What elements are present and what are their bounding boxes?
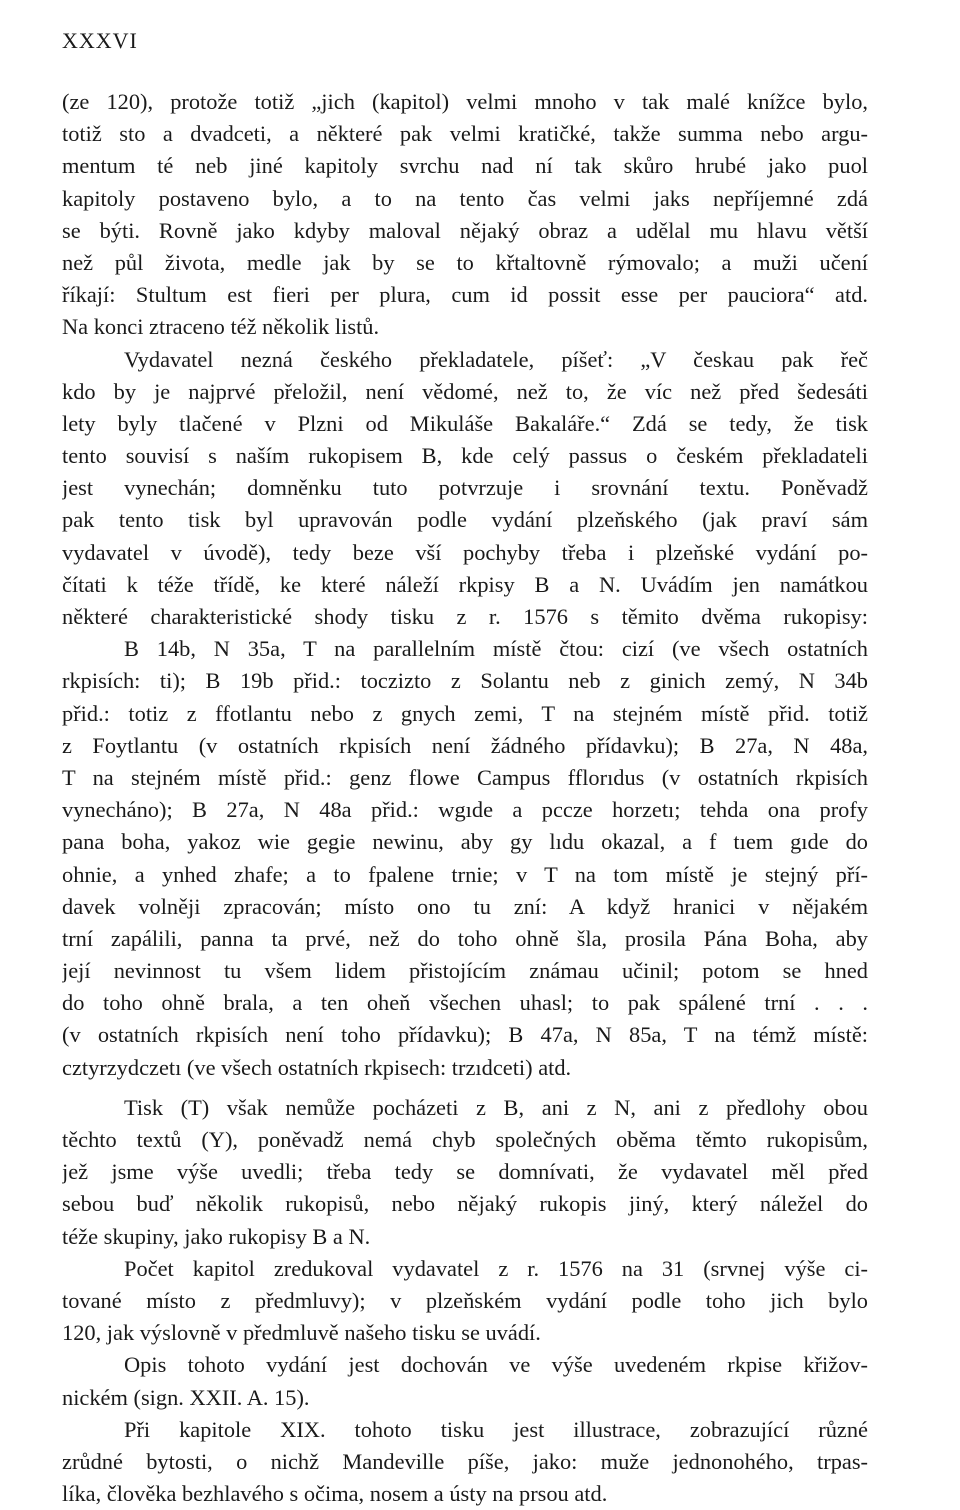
text-line: těchto textů (Y), poněvadž nemá chyb společných oběma těmto rukopisům, bbox=[62, 1127, 868, 1152]
text-line: nickém (sign. XXII. A. 15). bbox=[62, 1384, 310, 1410]
paragraph bbox=[62, 1253, 868, 1350]
text-line: Při kapitole XIX. tohoto tisku jest illustrace, zobrazující různé bbox=[124, 1416, 868, 1442]
text-line: (v ostatních rkpisích není toho přídavku); B 47a, N 85a, T na témž místě: bbox=[62, 1022, 868, 1048]
text-line: cztyrzydczetı (ve všech ostatních rkpisech: trzıdceti) atd. bbox=[62, 1054, 572, 1080]
text-line: sebou buď několik rukopisů, nebo nějaký rukopis jiný, který náležel do bbox=[62, 1191, 868, 1217]
text-line: zrůdné bytosti, o nichž Mandeville píše, jako: muže jednonohého, trpas- bbox=[62, 1448, 868, 1474]
text-line: (ze 120), protože totiž „jich (kapitol) velmi mnoho v tak malé knížce bylo, bbox=[62, 89, 868, 114]
text-line: říkají: Stultum est fieri per plura, cum id possit esse per pauciora“ atd. bbox=[62, 282, 868, 308]
text-line: téže skupiny, jako rukopisy B a N. bbox=[62, 1223, 371, 1249]
text-line: vynecháno); B 27a, N 48a přid.: wgıde a pccze horzetı; tehda ona profy bbox=[62, 797, 868, 823]
text-line: ohnie, a ynhed zhafe; a to fpalene trnie; v T na tom místě je stejný pří- bbox=[62, 861, 868, 887]
text-line: kapitoly postaveno bylo, a to na tento čas velmi jaks nepříjemné zdá bbox=[62, 185, 868, 211]
text-line: tované místo z předmluvy); v plzeňském vydání podle toho jich bylo bbox=[62, 1287, 868, 1313]
text-line: mentum té neb jiné kapitoly svrchu nad ní tak skůro hrubé jako puol bbox=[62, 153, 868, 179]
text-line: lety byly tlačené v Plzni od Mikuláše Bakaláře.“ Zdá se tedy, že tisk bbox=[62, 410, 868, 436]
paragraph bbox=[62, 1414, 868, 1510]
paragraph bbox=[62, 1092, 868, 1253]
text-line: Počet kapitol zredukoval vydavatel z r. 1576 na 31 (srvnej výše ci- bbox=[124, 1255, 868, 1281]
text-line: její nevinnost tu všem lidem přistojícím známau učinil; potom se hned bbox=[62, 958, 868, 984]
text-line: z Foytlantu (v ostatních rkpisích není žádného přídavku); B 27a, N 48a, bbox=[62, 732, 868, 758]
text-line: totiž sto a dvadceti, a některé pak velmi kratičké, takže summa nebo argu- bbox=[62, 121, 868, 147]
text-line: rkpisích: ti); B 19b přid.: toczizto z Solantu neb z ginich zemý, N 34b bbox=[62, 668, 868, 694]
text-line: Vydavatel nezná českého překladatele, píšeť: „V českau pak řeč bbox=[124, 346, 868, 372]
text-line: Na konci ztraceno též několik listů. bbox=[62, 314, 380, 340]
text-line: jest vynechán; domněnku tuto potvrzuje i srovnání textu. Poněvadž bbox=[62, 475, 868, 501]
text-line: 120, jak výslovně v předmluvě našeho tisku se uvádí. bbox=[62, 1320, 541, 1346]
text-line: pana boha, yakoz wie gegie newinu, aby gy lıdu okazal, a f tıem gıde do bbox=[62, 829, 868, 855]
text-line: davek volněji zpracován; místo ono tu zní: A když hranici v nějakém bbox=[62, 893, 868, 919]
text-line: se býti. Rovně jako kdyby maloval nějaký obraz a udělal mu hlavu větší bbox=[62, 217, 868, 243]
paragraph bbox=[62, 1349, 868, 1413]
text-line: jež jsme výše uvedli; třeba tedy se domnívati, že vydavatel měl před bbox=[62, 1159, 868, 1185]
text-line: kdo by je najprvé přeložil, není vědomé, než to, že víc než před šedesáti bbox=[62, 378, 868, 404]
page-number-header: XXXVI bbox=[62, 28, 138, 53]
text-line: čítati k téže třídě, ke které náleží rkpisy B a N. Uvádím jen namátkou bbox=[62, 571, 868, 597]
text-line: líka, člověka bezhlavého s očima, nosem a ústy na prsou atd. bbox=[62, 1481, 608, 1507]
text-line: než půl života, medle jak by se to křtaltovně rýmovalo; a muži učení bbox=[62, 249, 868, 275]
text-line: B 14b, N 35a, T na parallelním místě čtou: cizí (ve všech ostatních bbox=[124, 636, 868, 662]
text-line: do toho ohně brala, a ten oheň všechen uhasl; to pak spálené trní . . . bbox=[62, 990, 868, 1016]
text-line: Opis tohoto vydání jest dochován ve výše uvedeném rkpise křižov- bbox=[124, 1352, 868, 1378]
paragraph bbox=[62, 86, 868, 344]
paragraph bbox=[62, 344, 868, 1084]
text-line: pak tento tisk byl upravován podle vydání plzeňského (jak praví sám bbox=[62, 507, 868, 533]
text-line: vydavatel v úvodě), tedy beze vší pochyby třeba i plzeňské vydání po- bbox=[62, 539, 868, 565]
text-line: tento souvisí s naším rukopisem B, kde celý passus o českém překladateli bbox=[62, 443, 868, 469]
text-line: přid.: totiz z ffotlantu nebo z gnych zemi, T na stejném místě přid. totiž bbox=[62, 700, 868, 726]
text-line: T na stejném místě přid.: genz flowe Campus fflorıdus (v ostatních rkpisích bbox=[62, 764, 868, 790]
text-line: trní zapálili, panna ta prvé, než do toho ohně šla, prosila Pána Boha, aby bbox=[62, 925, 868, 951]
text-line: Tisk (T) však nemůže pocházeti z B, ani z N, ani z předlohy obou bbox=[124, 1094, 868, 1120]
text-line: některé charakteristické shody tisku z r. 1576 s těmito dvěma rukopisy: bbox=[62, 604, 868, 629]
body-text bbox=[62, 86, 868, 1510]
